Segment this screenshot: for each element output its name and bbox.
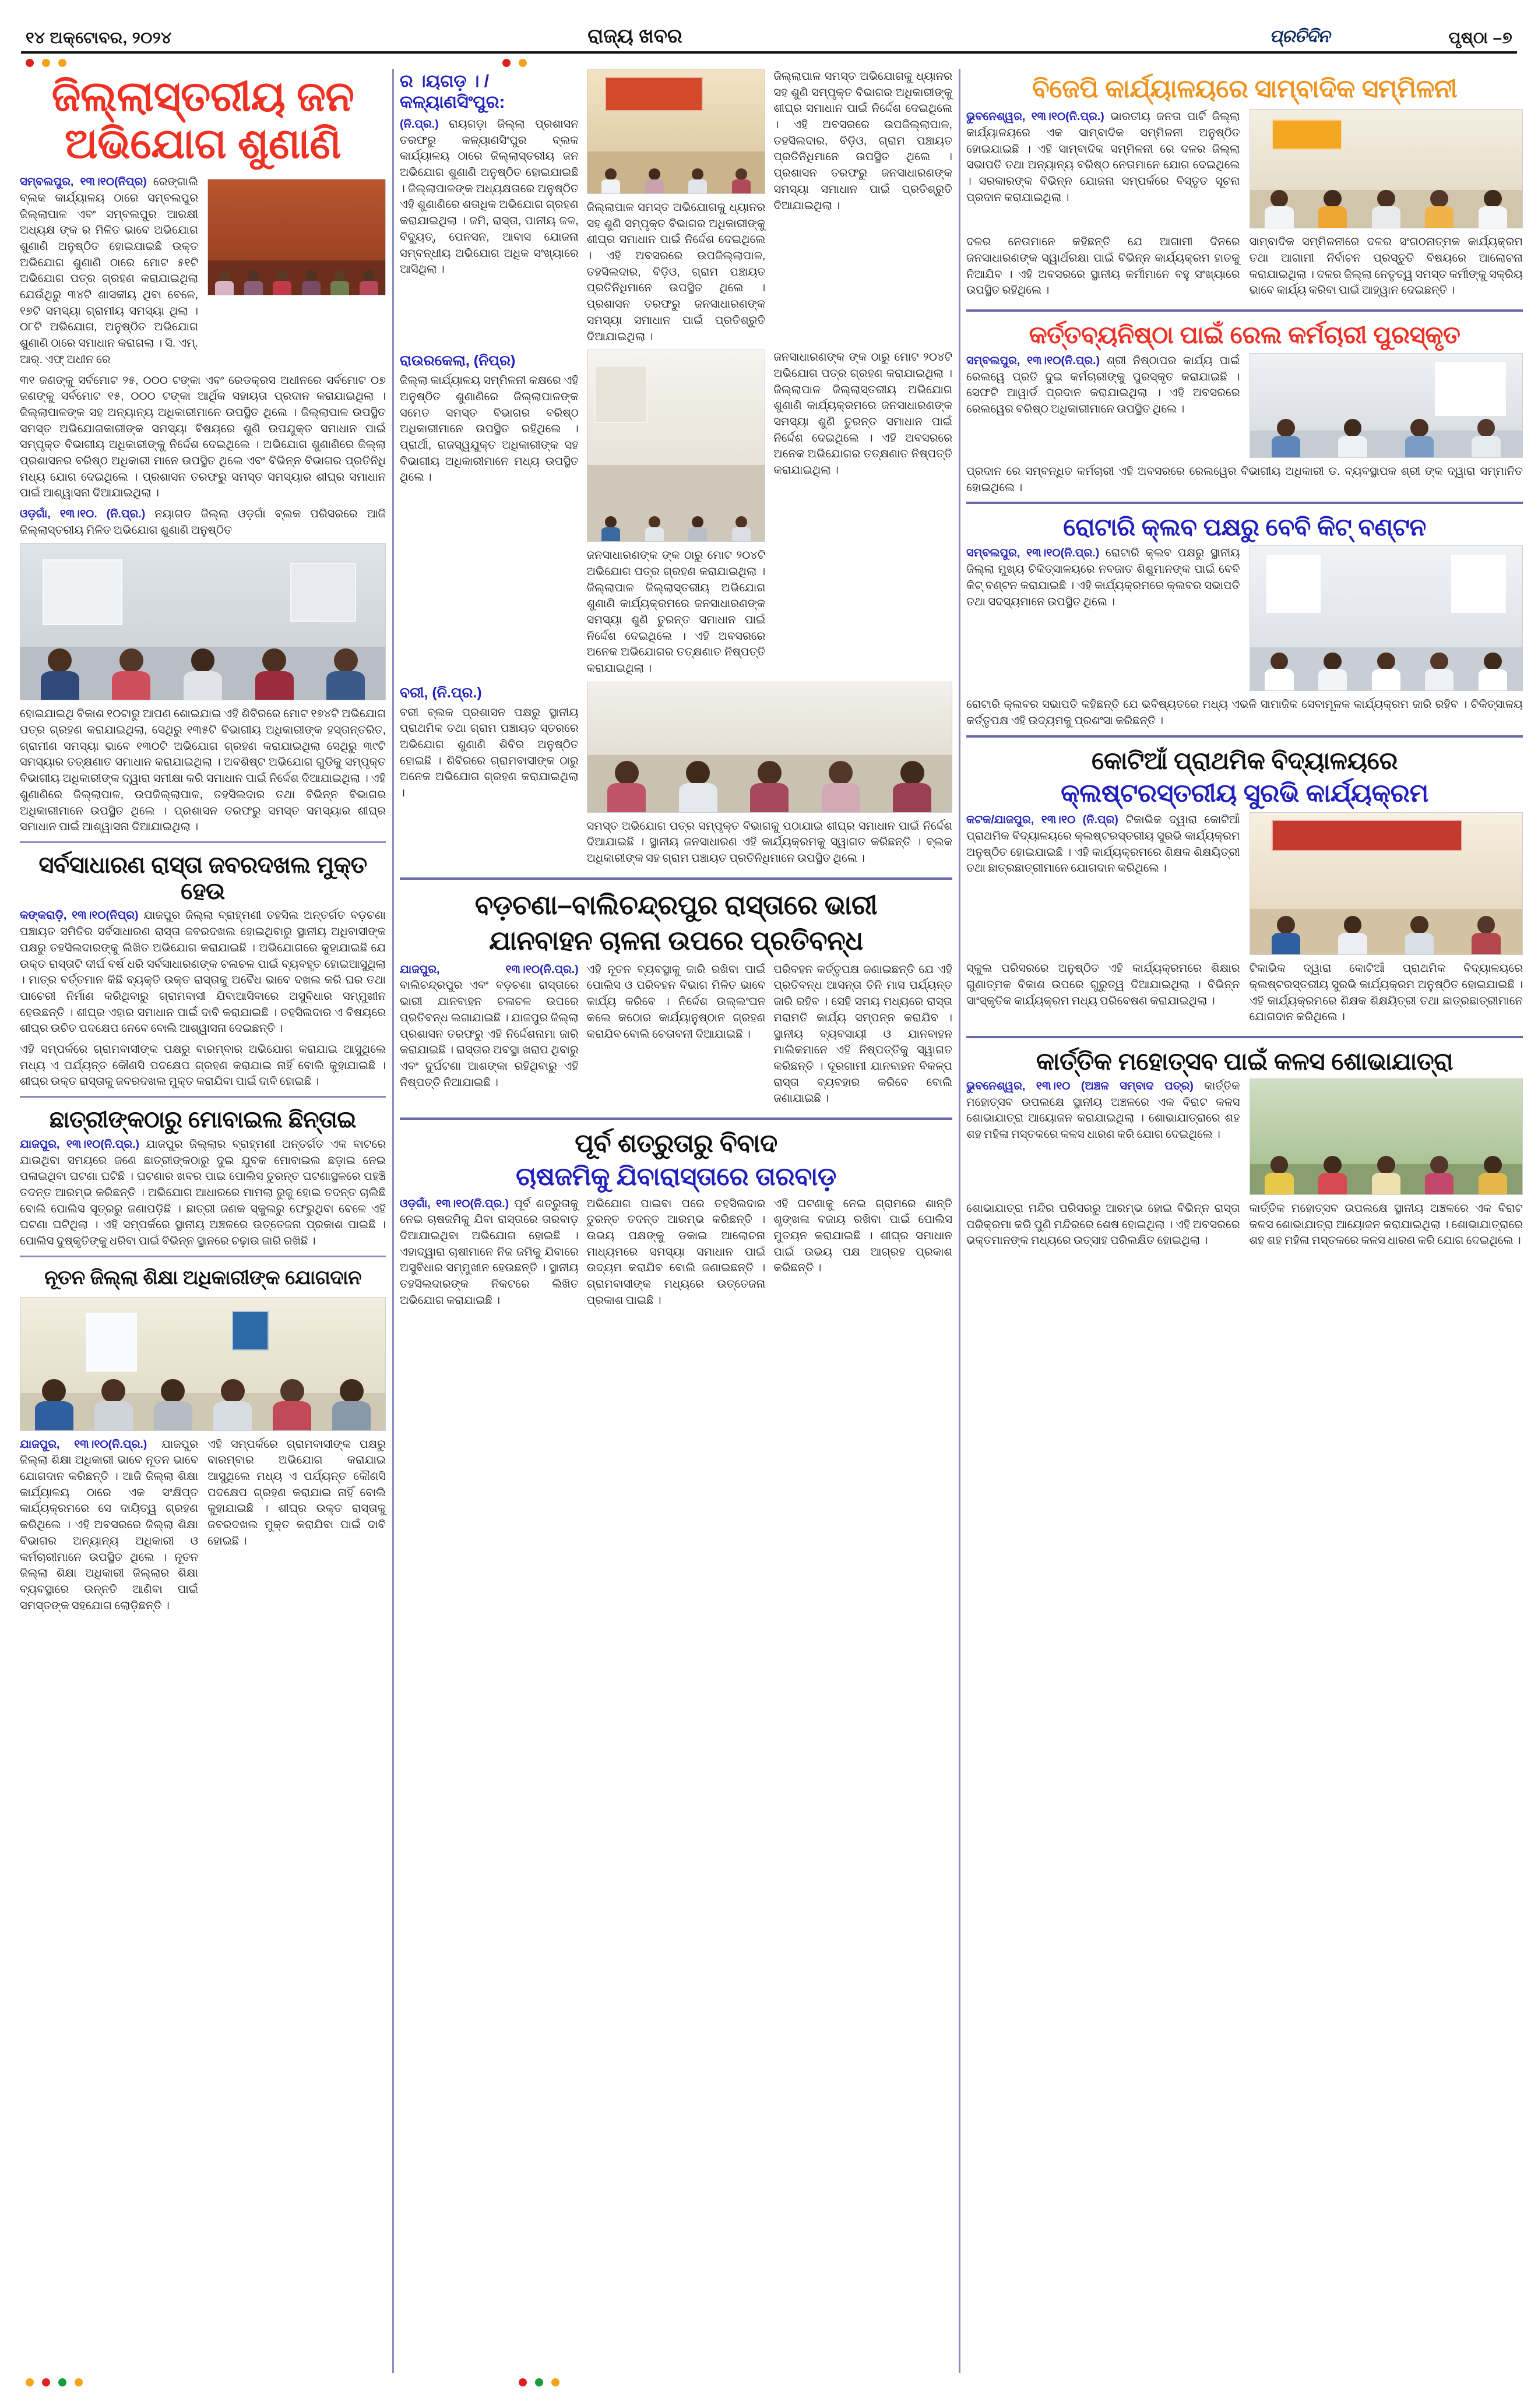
mobile-item-body: ଯାଜପୁର ଜିଲ୍ଲାର ବ୍ରାହ୍ମଣୀ ଅନ୍ତର୍ଗତ ଏକ ବାଟରେ ଯାଉଥିବା ସମୟରେ ଜଣେ ଛାତ୍ରୀଙ୍କଠାରୁ ଦୁଇ ଯୁବକ ମୋବାଇଲ ଛଡ଼ାଇ ନେଇ ପଳାଇଥିବା ଘଟଣା ଘଟିଛି । ଘଟଣାର ଖବର ପାଇ ପୋଲିସ ତୁରନ୍ତ ଘଟଣାସ୍ଥଳରେ ପହଞ୍ଚି ତଦନ୍ତ ଆରମ୍ଭ କରିଛନ୍ତି । ଅଭିଯୋଗ ଆଧାରରେ ମାମଲା ରୁଜୁ ହୋଇ ତଦନ୍ତ ଚାଲିଛି ବୋଲି ପୋଲିସ ସୂତ୍ରରୁ ଜଣାପଡ଼ିଛି । ଛାତ୍ରୀ ଜଣକ ସ୍କୁଲରୁ ଫେରୁଥିବା ବେଳେ ଏହି ଘଟଣା ଘଟିଥିଲା । ଏହି ସମ୍ପର୍କରେ ସ୍ଥାନୀୟ ଅଞ୍ଚଳରେ ଉତ୍ତେଜନା ପ୍ରକାଶ ପାଇଛି । ପୋଲିସ ଦୁଷ୍କୃତିଙ୍କୁ ଧରିବା ପାଇଁ ବିଭିନ୍ନ ସ୍ଥାନରେ ଚଢ଼ାଉ ଜାରି ରଖିଛି । bbox=[20, 1137, 386, 1247]
dot-red-icon bbox=[26, 59, 34, 67]
dateline: ଭୁବନେଶ୍ୱର, ୧୩।୧୦ (ଅଞ୍ଚଳ ସମ୍ବାଦ ପତ୍ର) bbox=[966, 1079, 1194, 1092]
middle-item2-cont: ଜନସାଧାରଣଙ୍କ ଙ୍କ ଠାରୁ ମୋଟ ୨୦୪ଟି ଅଭିଯୋଗ ପତ୍ର ଗ୍ରହଣ କରାଯାଇଥିଲା । ଜିଲ୍ଲାପାଳ ଜିଲ୍ଲାସ୍ତରୀୟ ଅଭିଯୋଗ ଶୁଣାଣି କାର୍ଯ୍ୟକ୍ରମରେ ଜନସାଧାରଣଙ୍କ ସମସ୍ୟା ଶୁଣି ତୁରନ୍ତ ସମାଧାନ ପାଇଁ ନିର୍ଦ୍ଦେଶ ଦେଇଥିଲେ । ଏହି ଅବସରରେ ଅନେକ ଅଭିଯୋଗର ତତ୍କ୍ଷଣାତ ନିଷ୍ପତ୍ତି କରାଯାଇଥିଲା । bbox=[586, 549, 766, 675]
bjp-body: ଭାରତୀୟ ଜନତା ପାର୍ଟି ଜିଲ୍ଲା କାର୍ଯ୍ୟାଳୟରେ ଏକ ସାମ୍ବାଦିକ ସମ୍ମିଳନୀ ଅନୁଷ୍ଠିତ ହୋଇଯାଇଛି । ଏହି ସାମ୍ବାଦିକ ସମ୍ମିଳନୀ ରେ ଦଳର ଜିଲ୍ଲା ସଭାପତି ତଥା ଅନ୍ୟାନ୍ୟ ବରିଷ୍ଠ ନେତାମାନେ ଯୋଗ ଦେଇଥିଲେ । ସରକାରଙ୍କ ବିଭିନ୍ନ ଯୋଜନା ସମ୍ପର୍କରେ ବିସ୍ତୃତ ସୂଚନା ପ୍ରଦାନ କରାଯାଇଥିଲା । bbox=[966, 110, 1240, 204]
section-divider bbox=[20, 841, 386, 843]
headline-rotary-baby-kit: ରୋଟାରି କ୍ଲବ ପକ୍ଷରୁ ବେବି କିଟ୍ ବଣ୍ଟନ bbox=[1063, 513, 1426, 541]
rotary-col-a bbox=[966, 545, 1240, 697]
masthead bbox=[10, 0, 1528, 51]
rotary-text bbox=[966, 545, 1240, 610]
dispute-subcolumns bbox=[400, 1196, 952, 1314]
left-bottom-col-a bbox=[20, 1437, 198, 1619]
kartik-top bbox=[966, 1078, 1523, 1201]
left-lead-subcolumns bbox=[20, 174, 386, 372]
kartik-caption: ଶୋଭାଯାତ୍ରା ମନ୍ଦିର ପରିସରରୁ ଆରମ୍ଭ ହୋଇ ବିଭିନ୍ନ ରାସ୍ତା ପରିକ୍ରମା କରି ପୁଣି ମନ୍ଦିରରେ ଶେଷ ହୋଇଥିଲା । ଏହି ଅବସରରେ ଭକ୍ତମାନଙ୍କ ମଧ୍ୟରେ ଉତ୍ସାହ ପରିଲକ୍ଷିତ ହୋଇଥିଲା । bbox=[966, 1201, 1240, 1247]
dateline: ସମ୍ବଲପୁର, ୧୩।୧୦(ନିପ୍ର) bbox=[20, 175, 147, 189]
headline-school-line1: କୋଟିଆଁ ପ୍ରାଥମିକ ବିଦ୍ୟାଳୟରେ bbox=[1091, 746, 1398, 774]
rail-body: ଶ୍ରୀ ନିଷ୍ଠାପର କାର୍ଯ୍ୟ ପାଇଁ ରେଲୱେ ପ୍ରତି ଦୁଇ କର୍ମଚାରୀଙ୍କୁ ପୁରସ୍କୃତ କରାଯାଇଛି । ସେଫଟି ଆୱାର୍ଡ ପ୍ରଦାନ କରାଯାଇଥିଲା । ଏହି ଅବସରରେ ରେଲୱେର ବରିଷ୍ଠ ଅଧିକାରୀମାନେ ଉପସ୍ଥିତ ଥିଲେ । bbox=[966, 354, 1240, 416]
traffic-text-3: ପରିବହନ କର୍ତ୍ତୃପକ୍ଷ ଜଣାଇଛନ୍ତି ଯେ ଏହି ପ୍ରତିବନ୍ଧ ଆସନ୍ତା ତିନି ମାସ ପର୍ଯ୍ୟନ୍ତ ଜାରି ରହିବ । ସେହି ସମୟ ମଧ୍ୟରେ ରାସ୍ତା ମରାମତି କାର୍ଯ୍ୟ ସମ୍ପନ୍ନ କରାଯିବ । ସ୍ଥାନୀୟ ବ୍ୟବସାୟୀ ଓ ଯାନବାହନ ମାଲିକମାନେ ଏହି ନିଷ୍ପତ୍ତିକୁ ସ୍ୱାଗତ କରିଛନ୍ତି । ଦୂରଗାମୀ ଯାନବାହନ ବିକଳ୍ପ ରାସ୍ତା ବ୍ୟବହାର କରିବେ ବୋଲି ଜଣାଯାଇଛି । bbox=[773, 963, 952, 1105]
bjp-col-b bbox=[1250, 109, 1523, 234]
headline-road-encroachment: ସର୍ବସାଧାରଣ ରାସ୍ତା ଜବରଦଖଲ ମୁକ୍ତ ହେଉ bbox=[38, 852, 367, 904]
rotary-body: ରୋଟାରି କ୍ଲବ ପକ୍ଷରୁ ସ୍ଥାନୀୟ ଜିଲ୍ଲା ମୁଖ୍ୟ ଚିକିତ୍ସାଳୟରେ ନବଜାତ ଶିଶୁମାନଙ୍କ ପାଇଁ ବେବି କିଟ୍ ବଣ୍ଟନ କରାଯାଇଛି । ଏହି କାର୍ଯ୍ୟକ୍ରମରେ କ୍ଲବର ସଭାପତି ତଥା ସଦସ୍ୟମାନେ ଉପସ୍ଥିତ ଥିଲେ । bbox=[966, 547, 1240, 608]
middle-col-e bbox=[587, 350, 766, 682]
bjp-text-3: ସାମ୍ବାଦିକ ସମ୍ମିଳନୀରେ ଦଳର ସଂଗଠନାତ୍ମକ କାର୍ଯ୍ୟକ୍ରମ ତଥା ଆଗାମୀ ନିର୍ବାଚନ ପ୍ରସ୍ତୁତି ବିଷୟରେ ଆଲୋଚନା କରାଯାଇଥିଲା । ଦଳର ଜିଲ୍ଲା ନେତୃତ୍ୱ ସମସ୍ତ କର୍ମୀଙ୍କୁ ସକ୍ରିୟ ଭାବେ କାର୍ଯ୍ୟ କରିବା ପାଇଁ ଆହ୍ୱାନ ଦେଇଛନ୍ତି । bbox=[1249, 235, 1523, 297]
school-col-a bbox=[966, 812, 1240, 961]
dateline: ଓଡ଼ଗାଁ, ୧୩।୧୦. (ନି.ପ୍ର.) bbox=[20, 507, 146, 520]
headline-traffic-ban-line2: ଯାନବାହନ ଚାଳନା ଉପରେ ପ୍ରତିବନ୍ଧ bbox=[489, 925, 863, 956]
dot-orange-icon bbox=[75, 2378, 83, 2386]
traffic-text-2: ଏହି ନୂତନ ବ୍ୟବସ୍ଥାକୁ ଜାରି ରଖିବା ପାଇଁ ପୋଲିସ ଓ ପରିବହନ ବିଭାଗ ମିଳିତ ଭାବେ କାର୍ଯ୍ୟ କରିବେ । ନିର୍ଦ୍ଦେଶ ଉଲ୍ଲଂଘନ କଲେ କଠୋର କାର୍ଯ୍ୟାନୁଷ୍ଠାନ ଗ୍ରହଣ କରାଯିବ ବୋଲି ଚେତାବନୀ ଦିଆଯାଇଛି । bbox=[586, 963, 766, 1041]
bjp-col-d bbox=[1250, 234, 1523, 304]
middle-item1-body: ରାୟଗଡ଼ା ଜିଲ୍ଲା ପ୍ରଶାସନ ତରଫରୁ କଳ୍ୟାଣସିଂପୁର ବ୍ଲକ କାର୍ଯ୍ୟାଳୟ ଠାରେ ଜିଲ୍ଲାସ୍ତରୀୟ ଜନ ଅଭିଯୋଗ ଶୁଣାଣି ଅନୁଷ୍ଠିତ ହୋଇଯାଇଛି । ଜିଲ୍ଲାପାଳଙ୍କ ଅଧ୍ୟକ୍ଷତାରେ ଅନୁଷ୍ଠିତ ଏହି ଶୁଣାଣିରେ ଶତାଧିକ ଅଭିଯୋଗ ଗ୍ରହଣ କରାଯାଇଥିଲା । ଜମି, ରାସ୍ତା, ପାନୀୟ ଜଳ, ବିଦ୍ୟୁତ୍, ପେନସନ, ଆବାସ ଯୋଜନା ସମ୍ବନ୍ଧୀୟ ଅଭିଯୋଗ ଅଧିକ ସଂଖ୍ୟାରେ ଆସିଥିଲା । bbox=[400, 118, 579, 276]
middle-item3-text: ବରୀ ବ୍ଲକ ପ୍ରଶାସନ ପକ୍ଷରୁ ସ୍ଥାନୀୟ ପ୍ରାଥମିକ ତଥା ଗ୍ରାମ ପଞ୍ଚାୟତ ସ୍ତରରେ ଅଭିଯୋଗ ଶୁଣାଣି ଶିବିର ଅନୁଷ୍ଠିତ ହୋଇଛି । ଶିବିରରେ ଗ୍ରାମବାସୀଙ୍କ ଠାରୁ ଅନେକ ଅଭିଯୋଗ ଗ୍ରହଣ କରାଯାଇଥିଲା । bbox=[400, 706, 579, 800]
dateline: କଙ୍କରାଡ଼ି, ୧୩।୧୦(ନିପ୍ର) bbox=[20, 909, 139, 922]
section-divider bbox=[20, 1256, 386, 1257]
middle-col-h bbox=[587, 682, 952, 872]
dot-strip-gap bbox=[75, 62, 494, 63]
second-item-intro bbox=[20, 506, 386, 538]
dispute-text-2: ଅଭିଯୋଗ ପାଇବା ପରେ ତହସିଲଦାର ତୁରନ୍ତ ତଦନ୍ତ ଆରମ୍ଭ କରିଛନ୍ତି । ଉଭୟ ପକ୍ଷଙ୍କୁ ଡକାଇ ଆଲୋଚନା ମାଧ୍ୟମରେ ସମସ୍ୟା ସମାଧାନ ପାଇଁ ଉଦ୍ୟମ କରାଯିବ ବୋଲି ଜଣାଇଛନ୍ତି । ଗ୍ରାମବାସୀଙ୍କ ମଧ୍ୟରେ ଉତ୍ତେଜନା ପ୍ରକାଶ ପାଇଛି । bbox=[586, 1197, 766, 1307]
rotary-caption: ରୋଟାରି କ୍ଲବର ସଭାପତି କହିଛନ୍ତି ଯେ ଭବିଷ୍ୟତରେ ମଧ୍ୟ ଏଭଳି ସାମାଜିକ ସେବାମୂଳକ କାର୍ଯ୍ୟକ୍ରମ ଜାରି ରହିବ । ଚିକିତ୍ସାଳୟ କର୍ତ୍ତୃପକ୍ଷ ଏହି ଉଦ୍ୟମକୁ ପ୍ରଶଂସା କରିଛନ୍ତି । bbox=[966, 698, 1523, 728]
place-heading: ର ।ୟଗଡ଼ । / କଳ୍ୟାଣସିଂପୁର: bbox=[400, 72, 505, 112]
deo-item-text-2: ଏହି ସମ୍ପର୍କରେ ଗ୍ରାମବାସୀଙ୍କ ପକ୍ଷରୁ ବାରମ୍ବାର ଅଭିଯୋଗ କରାଯାଇ ଆସୁଥିଲେ ମଧ୍ୟ ଏ ପର୍ଯ୍ୟନ୍ତ କୌଣସି ପଦକ୍ଷେପ ଗ୍ରହଣ କରାଯାଇ ନାହିଁ ବୋଲି କୁହାଯାଇଛି । ଶୀଘ୍ର ଉକ୍ତ ରାସ୍ତାକୁ ଜବରଦଖଲ ମୁକ୍ତ କରାଯିବା ପାଇଁ ଦାବି ହୋଇଛି । bbox=[207, 1437, 386, 1547]
bjp-col-c bbox=[966, 234, 1240, 304]
dateline: ସମ୍ବଲପୁର, ୧୩।୧୦(ନି.ପ୍ର.) bbox=[966, 547, 1100, 560]
main-headline: ଜିଲ୍ଲାସ୍ତରୀୟ ଜନ ଅଭିଯୋଗ ଶୁଣାଣି bbox=[51, 73, 354, 167]
lead-text: ରେଙ୍ଗାଲି ବ୍ଲକ କାର୍ଯ୍ୟାଳୟ ଠାରେ ସମ୍ବଲପୁର ଜିଲ୍ଲାପାଳ ଏବଂ ସମ୍ବଲପୁର ଆରକ୍ଷୀ ଅଧ୍ୟକ୍ଷ ଙ୍କ ର ମିଳିତ ଭାବେ ଅଭିଯୋଗ ଶୁଣାଣି ଅନୁଷ୍ଠିତ ହୋଇଯାଇଛି ଉକ୍ତ ଅଭିଯୋଗ ଶୁଣାଣି ଠାରେ ମୋଟ ୫୧ଟି ଅଭିଯୋଗ ପତ୍ର ଗ୍ରହଣ କରାଯାଇଥିଲା ଯେଉଁଥିରୁ ୩୪ଟି ଶାସକୀୟ ଥିବା ବେଳେ, ୧୭ଟି ସମସ୍ୟା ଗ୍ରାମୀୟ ସମସ୍ୟା ଥିଲା । ୦୮ଟି ଅଭିଯୋଗ, ଅନୁଷ୍ଠିତ ଅଭିଯୋଗ ଶୁଣାଣି ଠାରେ ସମାଧାନ କରାଗଲା । ସି. ଏମ୍. ଆର୍. ଏଫ୍ ଅଧୀନ ରେ bbox=[20, 175, 198, 366]
dot-orange-icon bbox=[42, 59, 50, 67]
kartik-col-c bbox=[966, 1201, 1240, 1254]
column-right bbox=[960, 69, 1529, 2373]
news-photo bbox=[1250, 545, 1523, 691]
school-col-c bbox=[966, 961, 1240, 1030]
school-body: ଟିକାଭିକ ଦ୍ୱାରା କୋଟିଆଁ ପ୍ରାଥମିକ ବିଦ୍ୟାଳୟରେ କ୍ଲଷ୍ଟରସ୍ତରୀୟ ସୁରଭି କାର୍ଯ୍ୟକ୍ରମ ଅନୁଷ୍ଠିତ ହୋଇଯାଇଛି । ଏହି କାର୍ଯ୍ୟକ୍ରମରେ ଶିକ୍ଷକ ଶିକ୍ଷୟିତ୍ରୀ ତଥା ଛାତ୍ରଛାତ୍ରୀମାନେ ଯୋଗଦାନ କରିଥିଲେ । bbox=[966, 813, 1240, 875]
left-lead-col-a bbox=[20, 174, 198, 372]
bjp-text-2: ଦଳର ନେତାମାନେ କହିଛନ୍ତି ଯେ ଆଗାମୀ ଦିନରେ ଜନସାଧାରଣଙ୍କ ସ୍ୱାର୍ଥରକ୍ଷା ପାଇଁ ବିଭିନ୍ନ କାର୍ଯ୍ୟକ୍ରମ ହାତକୁ ନିଆଯିବ । ଏହି ଅବସରରେ ସ୍ଥାନୀୟ କର୍ମୀମାନେ ବହୁ ସଂଖ୍ୟାରେ ଉପସ୍ଥିତ ରହିଥିଲେ । bbox=[966, 235, 1240, 297]
mobile-item-text bbox=[20, 1137, 386, 1250]
left-bottom-subcolumns bbox=[20, 1437, 386, 1619]
news-photo bbox=[587, 350, 766, 542]
lead-continued: ୩୧ ଜଣଙ୍କୁ ସର୍ବମୋଟ ୨୫, ୦୦୦ ଟଙ୍କା ଏବଂ ରେଡକ୍ରସ ଅଧୀନରେ ସର୍ବମୋଟ ୦୭ ଜଣଙ୍କୁ ସର୍ବମୋଟ ୧୫, ୦୦୦ ଟଙ୍କା ଆର୍ଥିକ ସହାୟତା ପ୍ରଦାନ କରାଯାଇଥିଲା । ଜିଲ୍ଲାପାଳଙ୍କ ସହ ଅନ୍ୟାନ୍ୟ ଅଧିକାରୀମାନେ ଉପସ୍ଥିତ ଥିଲେ । ଜିଲ୍ଲାପାଳ ଉପସ୍ଥିତ ସମସ୍ତ ଅଭିଯୋଗକାରୀଙ୍କ ସମସ୍ୟା ବିଷୟରେ ଶୁଣି ଉପଯୁକ୍ତ ସମାଧାନ ପାଇଁ ସମ୍ପୃକ୍ତ ବିଭାଗୀୟ ଅଧିକାରୀଙ୍କୁ ନିର୍ଦ୍ଦେଶ ଦେଇଥିଲେ । ଅଭିଯୋଗ ଶୁଣାଣିରେ ଜିଲ୍ଲା ପ୍ରଶାସନର ବରିଷ୍ଠ ଅଧିକାରୀ ମାନେ ଉପସ୍ଥିତ ଥିଲେ ଏବଂ ବିଭିନ୍ନ ବିଭାଗର ପ୍ରତିନିଧି ମଧ୍ୟ ଯୋଗ ଦେଇଥିଲେ । ପ୍ରଶାସନ ତରଫରୁ ସମସ୍ତ ସମସ୍ୟାର ଶୀଘ୍ର ସମାଧାନ ପାଇଁ ଆଶ୍ୱାସନା ଦିଆଯାଇଥିଲା । bbox=[20, 373, 386, 500]
left-lead-col-b bbox=[207, 174, 386, 372]
rail-col-a bbox=[966, 353, 1240, 464]
left-bottom-col-b bbox=[207, 1437, 386, 1619]
bjp-top bbox=[966, 109, 1523, 234]
middle-col-b bbox=[587, 69, 766, 350]
kartik-col-a bbox=[966, 1078, 1240, 1201]
school-col-b bbox=[1250, 812, 1523, 961]
dateline: ଭୁବନେଶ୍ୱର, ୧୩।୧୦(ନି.ପ୍ର.) bbox=[966, 110, 1104, 124]
section-title: ରାଜ୍ୟ ଖବର bbox=[587, 25, 682, 47]
headline-bjp-press-meet: ବିଜେପି କାର୍ଯ୍ୟାଳୟରେ ସାମ୍ବାଦିକ ସମ୍ମିଳନୀ bbox=[1032, 75, 1458, 103]
rail-col-b bbox=[1250, 353, 1523, 464]
dateline: ସମ୍ବଲପୁର, ୧୩।୧୦(ନି.ପ୍ର.) bbox=[966, 354, 1100, 368]
page-grid bbox=[10, 69, 1528, 2373]
traffic-col-c bbox=[773, 962, 952, 1112]
traffic-col-b bbox=[587, 962, 766, 1112]
section-divider bbox=[966, 735, 1523, 738]
kartik-bottom bbox=[966, 1201, 1523, 1254]
lead-paragraph bbox=[20, 174, 198, 368]
dateline: ଯାଜପୁର, ୧୩।୧୦(ନି.ପ୍ର.) bbox=[400, 963, 579, 976]
middle-item1-text bbox=[400, 117, 579, 278]
rail-top bbox=[966, 353, 1523, 464]
dot-green-icon bbox=[58, 2378, 66, 2386]
dateline: (ନି.ପ୍ର.) bbox=[400, 118, 439, 131]
dot-red-icon bbox=[519, 2378, 527, 2386]
headline-dispute-line2: ଚାଷଜମିକୁ ଯିବାରାସ୍ତାରେ ତାରବାଡ଼ bbox=[516, 1162, 836, 1191]
middle-item3-cont: ସମସ୍ତ ଅଭିଯୋଗ ପତ୍ର ସମ୍ପୃକ୍ତ ବିଭାଗକୁ ପଠାଯାଇ ଶୀଘ୍ର ସମାଧାନ ପାଇଁ ନିର୍ଦ୍ଦେଶ ଦିଆଯାଇଛି । ସ୍ଥାନୀୟ ଜନସାଧାରଣ ଏହି କାର୍ଯ୍ୟକ୍ରମକୁ ସ୍ୱାଗତ କରିଛନ୍ତି । ବ୍ଲକ ଅଧିକାରୀଙ୍କ ସହ ଗ୍ରାମ ପଞ୍ଚାୟତ ପ୍ରତିନିଧିମାନେ ଉପସ୍ଥିତ ଥିଲେ । bbox=[586, 819, 952, 865]
dateline: କଟକ/ଯାଜପୁର, ୧୩।୧୦ (ନି.ପ୍ର) bbox=[966, 813, 1118, 827]
kartik-text bbox=[966, 1078, 1240, 1143]
rotary-col-b bbox=[1250, 545, 1523, 697]
section-divider bbox=[966, 502, 1523, 504]
dot-green-icon bbox=[535, 2378, 543, 2386]
headline-dispute-line1: ପୂର୍ବ ଶତ୍ରୁତାରୁ ବିବାଦ bbox=[575, 1129, 777, 1158]
page-number: ପୃଷ୍ଠା –୭ bbox=[1448, 29, 1512, 47]
headline-traffic-ban-line1: ବଡ଼ଚଣା–ବାଲିଚନ୍ଦ୍ରପୁର ରାସ୍ତାରେ ଭାରୀ bbox=[474, 889, 878, 920]
middle-col-f bbox=[773, 350, 952, 682]
headline-school-line2: କ୍ଲଷ୍ଟରସ୍ତରୀୟ ସୁରଭି କାର୍ଯ୍ୟକ୍ରମ bbox=[1061, 778, 1428, 808]
dispute-col-c bbox=[773, 1196, 952, 1314]
bjp-text bbox=[966, 109, 1240, 206]
traffic-body: ବାଲିଚନ୍ଦ୍ରପୁର ଏବଂ ବଡ଼ଚଣା ରାସ୍ତାରେ ଭାରୀ ଯାନବାହନ ଚଳାଚଳ ଉପରେ ପ୍ରତିବନ୍ଧ ଲଗାଯାଇଛି । ଯାଜପୁର ଜିଲ୍ଲା ପ୍ରଶାସନ ତରଫରୁ ଏହି ନିର୍ଦ୍ଦେଶନାମା ଜାରି କରାଯାଇଛି । ରାସ୍ତାର ଅବସ୍ଥା ଖରାପ ଥିବାରୁ ଏବଂ ଦୁର୍ଘଟଣା ଆଶଙ୍କା ରହିଥିବାରୁ ଏହି ନିଷ୍ପତ୍ତି ନିଆଯାଇଛି । bbox=[400, 979, 579, 1089]
rail-text bbox=[966, 353, 1240, 418]
middle-col-c bbox=[773, 69, 952, 350]
second-item-text: ନୟାଗଡ ଜିଲ୍ଲା ଓଡ଼ଗାଁ ବ୍ଲକ ପରିସରରେ ଆଜି ଜିଲ୍ଲାସ୍ତରୀୟ ମିଳିତ ଅଭିଯୋଗ ଶୁଣାଣି ଅନୁଷ୍ଠିତ bbox=[20, 507, 386, 537]
place-heading: ବରୀ, (ନି.ପ୍ର.) bbox=[400, 684, 482, 701]
section-divider bbox=[400, 1117, 952, 1120]
school-caption-2: ଟିକାଭିକ ଦ୍ୱାରା କୋଟିଆଁ ପ୍ରାଥମିକ ବିଦ୍ୟାଳୟରେ କ୍ଲଷ୍ଟରସ୍ତରୀୟ ସୁରଭି କାର୍ଯ୍ୟକ୍ରମ ଅନୁଷ୍ଠିତ ହୋଇଯାଇଛି । ଏହି କାର୍ଯ୍ୟକ୍ରମରେ ଶିକ୍ଷକ ଶିକ୍ଷୟିତ୍ରୀ ତଥା ଛାତ୍ରଛାତ୍ରୀମାନେ ଯୋଗଦାନ କରିଥିଲେ । bbox=[1249, 962, 1523, 1024]
news-photo bbox=[1250, 353, 1523, 458]
road-item-body: ଯାଜପୁର ଜିଲ୍ଲା ବ୍ରାହ୍ମଣୀ ତହସିଲ ଅନ୍ତର୍ଗତ ବଡ଼ଚଣା ପଞ୍ଚାୟତ ସମିତିର ସର୍ବସାଧାରଣ ରାସ୍ତା ଜବରଦଖଲ ହୋଇଥିବାରୁ ସ୍ଥାନୀୟ ଅଧିବାସୀଙ୍କ ପକ୍ଷରୁ ତହସିଲଦାରଙ୍କୁ ଲିଖିତ ଅଭିଯୋଗ କରାଯାଇଛି । ଅଭିଯୋଗରେ କୁହାଯାଇଛି ଯେ ଉକ୍ତ ରାସ୍ତାଟି ଦୀର୍ଘ ବର୍ଷ ଧରି ସର୍ବସାଧାରଣଙ୍କ ଚଳାଚଳ ପାଇଁ ବ୍ୟବହୃତ ହୋଇଆସୁଥିଲା । ମାତ୍ର ବର୍ତ୍ତମାନ କିଛି ବ୍ୟକ୍ତି ଉକ୍ତ ରାସ୍ତାକୁ ଅବୈଧ ଭାବେ ଦଖଲ କରି ଘର ତଥା ପାଚେରୀ ନିର୍ମାଣ କରିଥିବାରୁ ଗ୍ରାମବାସୀ ଯିବାଆସିବାରେ ଅସୁବିଧାର ସମ୍ମୁଖୀନ ହେଉଛନ୍ତି । ଶୀଘ୍ର ଏହାର ସମାଧାନ ପାଇଁ ଦାବି କରାଯାଇଛି । ତହସିଲଦାର ଏ ବିଷୟରେ ଶୀଘ୍ର ଉଚିତ ପଦକ୍ଷେପ ନେବେ ବୋଲି ଆଶ୍ୱାସନା ଦେଇଛନ୍ତି । bbox=[20, 909, 386, 1035]
column-middle bbox=[394, 69, 958, 2373]
bjp-bottom bbox=[966, 234, 1523, 304]
news-photo bbox=[1250, 109, 1523, 228]
deo-item-body: ଯାଜପୁର ଜିଲ୍ଲା ଶିକ୍ଷା ଅଧିକାରୀ ଭାବେ ନୂତନ ଭାବେ ଯୋଗଦାନ କରିଛନ୍ତି । ଆଜି ଜିଲ୍ଲା ଶିକ୍ଷା କାର୍ଯ୍ୟାଳୟ ଠାରେ ଏକ ସଂକ୍ଷିପ୍ତ କାର୍ଯ୍ୟକ୍ରମରେ ସେ ଦାୟିତ୍ୱ ଗ୍ରହଣ କରିଥିଲେ । ଏହି ଅବସରରେ ଜିଲ୍ଲା ଶିକ୍ଷା ବିଭାଗର ଅନ୍ୟାନ୍ୟ ଅଧିକାରୀ ଓ କର୍ମଚାରୀମାନେ ଉପସ୍ଥିତ ଥିଲେ । ନୂତନ ଜିଲ୍ଲା ଶିକ୍ଷା ଅଧିକାରୀ ଜିଲ୍ଲାର ଶିକ୍ଷା ବ୍ୟବସ୍ଥାରେ ଉନ୍ନତି ଆଣିବା ପାଇଁ ସମସ୍ତଙ୍କ ସହଯୋଗ ଲୋଡ଼ିଛନ୍ତି । bbox=[20, 1437, 199, 1612]
dateline: ଓଡ଼ଗାଁ, ୧୩।୧୦(ନି.ପ୍ର.) bbox=[400, 1197, 509, 1210]
road-item-extra: ଏହି ସମ୍ପର୍କରେ ଗ୍ରାମବାସୀଙ୍କ ପକ୍ଷରୁ ବାରମ୍ବାର ଅଭିଯୋଗ କରାଯାଇ ଆସୁଥିଲେ ମଧ୍ୟ ଏ ପର୍ଯ୍ୟନ୍ତ କୌଣସି ପଦକ୍ଷେପ ଗ୍ରହଣ କରାଯାଇ ନାହିଁ ବୋଲି କୁହାଯାଇଛି । ଶୀଘ୍ର ଉକ୍ତ ରାସ୍ତାକୁ ଜବରଦଖଲ ମୁକ୍ତ କରାଯିବା ପାଇଁ ଦାବି ହୋଇଛି । bbox=[20, 1042, 386, 1088]
news-photo bbox=[20, 1297, 386, 1431]
column-left bbox=[14, 69, 392, 2373]
news-photo bbox=[1250, 812, 1523, 955]
dot-orange-icon bbox=[58, 59, 66, 67]
dot-orange-icon bbox=[519, 59, 527, 67]
school-caption: ସ୍କୁଲ ପରିସରରେ ଅନୁଷ୍ଠିତ ଏହି କାର୍ଯ୍ୟକ୍ରମରେ ଶିକ୍ଷାର ଗୁଣାତ୍ମକ ବିକାଶ ଉପରେ ଗୁରୁତ୍ୱ ଦିଆଯାଇଥିଲା । ବିଭିନ୍ନ ସାଂସ୍କୃତିକ କାର୍ଯ୍ୟକ୍ରମ ମଧ୍ୟ ପରିବେଷଣ କରାଯାଇଥିଲା । bbox=[966, 962, 1240, 1007]
middle-item1-cont: ଜିଲ୍ଲାପାଳ ସମସ୍ତ ଅଭିଯୋଗକୁ ଧ୍ୟାନର ସହ ଶୁଣି ସମ୍ପୃକ୍ତ ବିଭାଗର ଅଧିକାରୀଙ୍କୁ ଶୀଘ୍ର ସମାଧାନ ପାଇଁ ନିର୍ଦ୍ଦେଶ ଦେଇଥିଲେ । ଏହି ଅବସରରେ ଉପଜିଲ୍ଲାପାଳ, ତହସିଲଦାର, ବିଡ଼ିଓ, ଗ୍ରାମ ପଞ୍ଚାୟତ ପ୍ରତିନିଧିମାନେ ଉପସ୍ଥିତ ଥିଲେ । ପ୍ରଶାସନ ତରଫରୁ ଜନସାଧାରଣଙ୍କ ସମସ୍ୟା ସମାଧାନ ପାଇଁ ପ୍ରତିଶ୍ରୁତି ଦିଆଯାଇଥିଲା । bbox=[586, 201, 766, 343]
dispute-text bbox=[400, 1196, 579, 1309]
place-heading: ରାଉରକେଲା, (ନିପ୍ର) bbox=[400, 352, 516, 369]
headline-rail-award: କର୍ତ୍ତବ୍ୟନିଷ୍ଠା ପାଇଁ ରେଲ କର୍ମଚାରୀ ପୁରସ୍କୃତ bbox=[1029, 321, 1460, 349]
dot-red-icon bbox=[42, 2378, 50, 2386]
decorative-dot-strip-bottom bbox=[10, 2373, 1528, 2388]
publication-date: ୧୪ ଅକ୍ଟୋବର, ୨୦୨୪ bbox=[26, 29, 172, 47]
traffic-subcolumns bbox=[400, 962, 952, 1112]
rail-caption: ପ୍ରଦାନ ରେ ସମ୍ବନ୍ଧିତ କର୍ମଚାରୀ ଏହି ଅବସରରେ ରେଲୱେର ବିଭାଗୀୟ ଅଧିକାରୀ ଡ. ବ୍ୟବସ୍ଥାପକ ଶ୍ରୀ ଙ୍କ ଦ୍ୱାରା ସମ୍ମାନିତ ହୋଇଥିଲେ । bbox=[966, 465, 1523, 494]
section-divider bbox=[20, 1096, 386, 1098]
dispute-col-a bbox=[400, 1196, 579, 1314]
headline-kartik-procession: କାର୍ତ୍ତିକ ମହୋତ୍ସବ ପାଇଁ କଳସ ଶୋଭାଯାତ୍ରା bbox=[1036, 1047, 1453, 1075]
school-top bbox=[966, 812, 1523, 961]
traffic-text bbox=[400, 962, 579, 1091]
school-text bbox=[966, 812, 1240, 877]
dateline: ଯାଜପୁର, ୧୩।୧୦(ନି.ପ୍ର.) bbox=[20, 1137, 139, 1151]
middle-col-a bbox=[400, 69, 579, 350]
middle-item2-extra: ଜନସାଧାରଣଙ୍କ ଙ୍କ ଠାରୁ ମୋଟ ୨୦୪ଟି ଅଭିଯୋଗ ପତ୍ର ଗ୍ରହଣ କରାଯାଇଥିଲା । ଜିଲ୍ଲାପାଳ ଜିଲ୍ଲାସ୍ତରୀୟ ଅଭିଯୋଗ ଶୁଣାଣି କାର୍ଯ୍ୟକ୍ରମରେ ଜନସାଧାରଣଙ୍କ ସମସ୍ୟା ଶୁଣି ତୁରନ୍ତ ସମାଧାନ ପାଇଁ ନିର୍ଦ୍ଦେଶ ଦେଇଥିଲେ । ଏହି ଅବସରରେ ଅନେକ ଅଭିଯୋଗର ତତ୍କ୍ଷଣାତ ନିଷ୍ପତ୍ତି କରାଯାଇଥିଲା । bbox=[773, 351, 952, 477]
section-divider bbox=[966, 1036, 1523, 1038]
traffic-col-a bbox=[400, 962, 579, 1112]
headline-mobile-snatch: ଛାତ୍ରୀଙ୍କଠାରୁ ମୋବାଇଲ ଛିନ୍ତାଇ bbox=[49, 1107, 357, 1133]
middle-col-g bbox=[400, 682, 579, 872]
middle-item2-text: ଜିଲ୍ଲା କାର୍ଯ୍ୟାଳୟ ସମ୍ମିଳନୀ କକ୍ଷରେ ଏହି ଅନୁଷ୍ଠିତ ଶୁଣାଣିରେ ଜିଲ୍ଲାପାଳଙ୍କ ସମେତ ସମସ୍ତ ବିଭାଗର ବରିଷ୍ଠ ଅଧିକାରୀମାନେ ଉପସ୍ଥିତ ରହିଥିଲେ । ପ୍ରାର୍ଥୀ, ରାଜସ୍ୱଯୁକ୍ତ ଅଧିକାରୀଙ୍କ ସହ ବିଭାଗୀୟ ଅଧିକାରୀମାନେ ମଧ୍ୟ ଉପସ୍ଥିତ ଥିଲେ । bbox=[400, 374, 579, 484]
bjp-col-a bbox=[966, 109, 1240, 234]
news-photo bbox=[20, 543, 386, 700]
section-divider bbox=[400, 877, 952, 880]
news-photo bbox=[587, 682, 952, 813]
middle-mid-subcolumns bbox=[400, 350, 952, 682]
deo-item-text bbox=[20, 1437, 198, 1614]
kartik-col-b bbox=[1250, 1078, 1523, 1201]
dispute-col-b bbox=[587, 1196, 766, 1314]
road-item-text bbox=[20, 908, 386, 1037]
middle-col-d bbox=[400, 350, 579, 682]
dot-orange-icon bbox=[551, 2378, 559, 2386]
section-divider bbox=[966, 309, 1523, 312]
middle-top-subcolumns bbox=[400, 69, 952, 350]
news-photo bbox=[587, 69, 766, 194]
kartik-body: କାର୍ତ୍ତିକ ମହୋତ୍ସବ ଉପଲକ୍ଷେ ସ୍ଥାନୀୟ ଅଞ୍ଚଳରେ ଏକ ବିରାଟ କଳସ ଶୋଭାଯାତ୍ରା ଆୟୋଜନ କରାଯାଇଥିଲା । ଶୋଭାଯାତ୍ରାରେ ଶହ ଶହ ମହିଳା ମସ୍ତକରେ କଳସ ଧାରଣ କରି ଯୋଗ ଦେଇଥିଲେ । bbox=[966, 1079, 1240, 1141]
newspaper-logo: ପ୍ରତିଦିନ bbox=[1269, 27, 1329, 46]
dispute-body: ପୂର୍ବ ଶତ୍ରୁତାକୁ ନେଇ ଚାଷଜମିକୁ ଯିବା ରାସ୍ତାରେ ତାରବାଡ଼ ଦିଆଯାଇଥିବା ଅଭିଯୋଗ ହୋଇଛି । ଏହାଦ୍ୱାରା ଚାଷୀମାନେ ନିଜ ଜମିକୁ ଯିବାରେ ଅସୁବିଧାର ସମ୍ମୁଖୀନ ହେଉଛନ୍ତି । ସ୍ଥାନୀୟ ତହସିଲଦାରଙ୍କ ନିକଟରେ ଲିଖିତ ଅଭିଯୋଗ କରାଯାଇଛି । bbox=[400, 1197, 579, 1307]
middle-item1-extra: ଜିଲ୍ଲାପାଳ ସମସ୍ତ ଅଭିଯୋଗକୁ ଧ୍ୟାନର ସହ ଶୁଣି ସମ୍ପୃକ୍ତ ବିଭାଗର ଅଧିକାରୀଙ୍କୁ ଶୀଘ୍ର ସମାଧାନ ପାଇଁ ନିର୍ଦ୍ଦେଶ ଦେଇଥିଲେ । ଏହି ଅବସରରେ ଉପଜିଲ୍ଲାପାଳ, ତହସିଲଦାର, ବିଡ଼ିଓ, ଗ୍ରାମ ପଞ୍ଚାୟତ ପ୍ରତିନିଧିମାନେ ଉପସ୍ଥିତ ଥିଲେ । ପ୍ରଶାସନ ତରଫରୁ ଜନସାଧାରଣଙ୍କ ସମସ୍ୟା ସମାଧାନ ପାଇଁ ପ୍ରତିଶ୍ରୁତି ଦିଆଯାଇଥିଲା । bbox=[773, 70, 952, 212]
school-col-d bbox=[1250, 961, 1523, 1030]
headline-new-deo-joining: ନୂତନ ଜିଲ୍ଲା ଶିକ୍ଷା ଅଧିକାରୀଙ୍କ ଯୋଗଦାନ bbox=[44, 1266, 361, 1289]
dot-orange-icon bbox=[26, 2378, 34, 2386]
kartik-col-d bbox=[1250, 1201, 1523, 1254]
news-photo bbox=[207, 179, 386, 295]
dateline: ଯାଜପୁର, ୧୩।୧୦(ନି.ପ୍ର.) bbox=[20, 1437, 147, 1451]
second-item-body: ହୋଇଯାଇଥି ବିକାଶ ୧୦ଟାରୁ ଆପଣ ଶୋଇଯାଇ ଏହି ଶିବିରରେ ମୋଟ ୧୭୪ଟି ଅଭିଯୋଗ ପତ୍ର ଗ୍ରହଣ କରାଯାଇଥିଲା, ସେଥିରୁ ୧୩୫ଟି ବିଭାଗୀୟ ଅଧିକାରୀଙ୍କ ହସ୍ତାନ୍ତରିତ, ଗ୍ରାମୀଣ ସମସ୍ୟା ଭାବେ ୧୩୦ଟି ଅଭିଯୋଗ ଗ୍ରହଣ କରାଯାଇଥିଲା ସେଥିରୁ ୩୯ଟି ସମସ୍ୟାର ତତ୍କ୍ଷଣାତ ସମାଧାନ କରାଯାଇଥିଲା । ଅବଶିଷ୍ଟ ଅଭିଯୋଗ ଗୁଡିକୁ ସମ୍ପୃକ୍ତ ବିଭାଗୀୟ ଅଧିକାରୀଙ୍କ ଦ୍ୱାରା ସମୀକ୍ଷା କରି ସମାଧାନ ପାଇଁ ନିର୍ଦ୍ଦେଶ ଦିଆଯାଇଥିଲା । ଏହି ଶୁଣାଣିରେ ଜିଲ୍ଲାପାଳ, ଉପଜିଲ୍ଲାପାଳ, ତହସିଲଦାର ତଥା ବିଭିନ୍ନ ବିଭାଗର ଅଧିକାରୀମାନେ ଉପସ୍ଥିତ ଥିଲେ । ପ୍ରଶାସନ ତରଫରୁ ସମସ୍ତ ସମସ୍ୟାର ଶୀଘ୍ର ସମାଧାନ ପାଇଁ ଆଶ୍ୱାସନା ଦିଆଯାଇଥିଲା । bbox=[20, 707, 386, 834]
dispute-text-3: ଏହି ଘଟଣାକୁ ନେଇ ଗ୍ରାମରେ ଶାନ୍ତି ଶୃଙ୍ଖଳା ବଜାୟ ରଖିବା ପାଇଁ ପୋଲିସ ମୁତୟନ କରାଯାଇଛି । ଶୀଘ୍ର ସମାଧାନ ପାଇଁ ଉଭୟ ପକ୍ଷ ଆଗ୍ରହ ପ୍ରକାଶ କରିଛନ୍ତି । bbox=[773, 1197, 952, 1275]
kartik-caption-2: କାର୍ତ୍ତିକ ମହୋତ୍ସବ ଉପଲକ୍ଷେ ସ୍ଥାନୀୟ ଅଞ୍ଚଳରେ ଏକ ବିରାଟ କଳସ ଶୋଭାଯାତ୍ରା ଆୟୋଜନ କରାଯାଇଥିଲା । ଶୋଭାଯାତ୍ରାରେ ଶହ ଶହ ମହିଳା ମସ୍ତକରେ କଳସ ଧାରଣ କରି ଯୋଗ ଦେଇଥିଲେ । bbox=[1249, 1201, 1523, 1247]
news-photo bbox=[1250, 1078, 1523, 1195]
middle-low-subcolumns bbox=[400, 682, 952, 872]
dot-red-icon bbox=[502, 59, 511, 67]
decorative-dot-strip-top bbox=[10, 54, 1528, 69]
rotary-top bbox=[966, 545, 1523, 697]
school-bottom bbox=[966, 961, 1523, 1030]
